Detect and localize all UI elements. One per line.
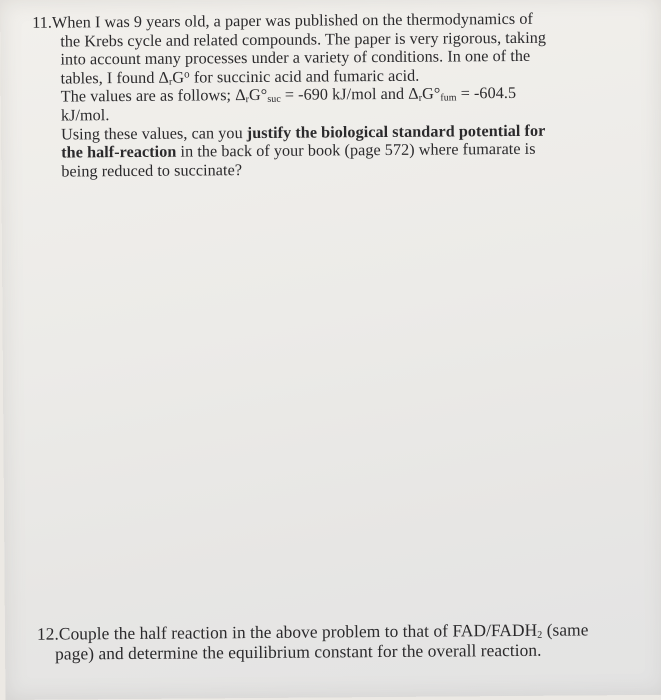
question-11-line-1: 11.When I was 9 years old, a paper was published on the thermodynamics of xyxy=(32,9,533,32)
question-12-number: 12. xyxy=(36,623,59,644)
question-12-line-1: 12.Couple the half reaction in the above problem to that of FAD/$FADH_2$ (same xyxy=(36,619,589,644)
question-11-line-7: Using these values, can you justify the biological standard potential for xyxy=(60,121,546,144)
question-11-line-6: kJ/mol. xyxy=(60,106,110,125)
question-11-line-2: the Krebs cycle and related compounds. The paper is very rigorous, taking xyxy=(60,28,547,51)
question-11-line-9: being reduced to succinate? xyxy=(61,160,243,181)
question-11 xyxy=(32,9,633,181)
question-12 xyxy=(37,619,661,664)
question-11-line-8: the half-reaction in the back of your book (page 572) where fumarate is xyxy=(61,139,536,162)
question-11-number: 11. xyxy=(32,13,53,32)
question-11-line-5: The values are as follows; $\Delta_rG^\circ_{suc} = -690$ kJ/mol and $\Delta_rG^\circ_{fum} = -604.5$ xyxy=(60,84,517,106)
question-11-line-3: into account many processes under a variety of conditions. In one of the xyxy=(60,47,531,69)
question-11-line-4: tables, I found $\Delta_rG^o$ for succinic acid and fumaric acid. xyxy=(60,66,420,88)
question-12-line-2: page) and determine the equilibrium constant for the overall reaction. xyxy=(55,639,542,664)
